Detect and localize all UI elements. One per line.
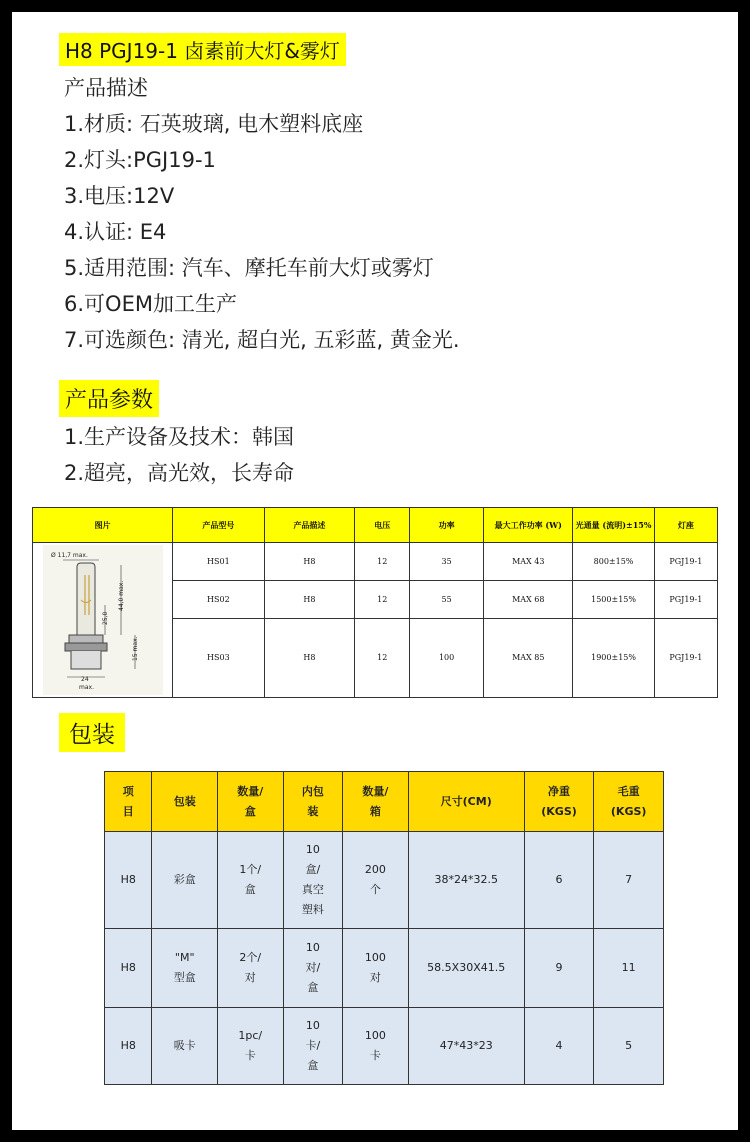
packing-row — [105, 929, 664, 1008]
spec-cell-maxpower: MAX 43 — [484, 543, 573, 581]
description-item: 5.适用范围: 汽车、摩托车前大灯或雾灯 — [64, 256, 434, 280]
spec-cell-voltage: 12 — [355, 543, 410, 581]
spec-cell-power: 35 — [410, 543, 484, 581]
spec-header-cell: 产品型号 — [173, 508, 264, 543]
spec-cell-desc: H8 — [264, 543, 355, 581]
packing-cell-size: 58.5X30X41.5 — [408, 929, 524, 1008]
spec-header-cell: 图片 — [33, 508, 173, 543]
spec-cell-maxpower: MAX 85 — [484, 618, 573, 697]
spec-header-cell: 功率 — [410, 508, 484, 543]
spec-header-cell: 灯座 — [654, 508, 717, 543]
spec-cell-power: 100 — [410, 618, 484, 697]
spec-table — [32, 507, 718, 698]
packing-header-cell: 净重 (KGS) — [524, 772, 594, 832]
packing-cell-item: H8 — [105, 832, 152, 929]
spec-header-cell: 最大工作功率 (W) — [484, 508, 573, 543]
packing-cell-pack: "M" 型盒 — [152, 929, 218, 1008]
packing-cell-inner: 10 卡/ 盒 — [283, 1008, 343, 1085]
spec-cell-maxpower: MAX 68 — [484, 580, 573, 618]
packing-cell-inner: 10 对/ 盒 — [283, 929, 343, 1008]
spec-cell-lumen: 1900±15% — [573, 618, 654, 697]
packing-cell-inner: 10 盒/ 真空 塑料 — [283, 832, 343, 929]
spec-row — [33, 543, 718, 581]
packing-row — [105, 1008, 664, 1085]
product-title: H8 PGJ19-1 卤素前大灯&雾灯 — [59, 33, 346, 66]
spec-cell-lumen: 1500±15% — [573, 580, 654, 618]
spec-cell-lumen: 800±15% — [573, 543, 654, 581]
drawing-label-25: 25,0 — [101, 611, 109, 625]
spec-cell-model: HS01 — [173, 543, 264, 581]
packing-cell-item: H8 — [105, 929, 152, 1008]
product-page — [12, 12, 738, 1130]
spec-cell-base: PGJ19-1 — [654, 543, 717, 581]
packing-header-row — [105, 772, 664, 832]
drawing-label-15: 15 max. — [131, 636, 139, 661]
packing-cell-pack: 彩盒 — [152, 832, 218, 929]
spec-header-cell: 电压 — [355, 508, 410, 543]
packing-cell-net: 6 — [524, 832, 594, 929]
params-item: 2.超亮，高光效，长寿命 — [64, 461, 295, 485]
packing-cell-net: 9 — [524, 929, 594, 1008]
drawing-label-diameter: Ø 11,7 max. — [50, 552, 88, 559]
packing-cell-net: 4 — [524, 1008, 594, 1085]
packing-cell-gross: 5 — [594, 1008, 664, 1085]
spec-header-cell: 产品描述 — [264, 508, 355, 543]
spec-cell-model: HS03 — [173, 618, 264, 697]
packing-cell-qty-box: 1pc/ 卡 — [218, 1008, 284, 1085]
spec-cell-voltage: 12 — [355, 618, 410, 697]
spec-cell-desc: H8 — [264, 618, 355, 697]
packing-cell-gross: 7 — [594, 832, 664, 929]
params-heading: 产品参数 — [59, 380, 159, 417]
drawing-label-44: 44,0 max. — [117, 580, 125, 611]
spec-cell-desc: H8 — [264, 580, 355, 618]
bulb-drawing-cell — [33, 543, 173, 698]
packing-cell-pack: 吸卡 — [152, 1008, 218, 1085]
drawing-label-24-max: max. — [78, 684, 94, 691]
description-item: 7.可选颜色: 清光, 超白光, 五彩蓝, 黄金光. — [64, 328, 460, 352]
drawing-label-24: 24 — [80, 676, 89, 683]
description-item: 3.电压:12V — [64, 184, 175, 208]
packing-header-cell: 包装 — [152, 772, 218, 832]
packing-cell-size: 38*24*32.5 — [408, 832, 524, 929]
packing-header-cell: 毛重 (KGS) — [594, 772, 664, 832]
packing-cell-qty-box: 1个/ 盒 — [218, 832, 284, 929]
spec-cell-model: HS02 — [173, 580, 264, 618]
packing-cell-gross: 11 — [594, 929, 664, 1008]
packing-cell-size: 47*43*23 — [408, 1008, 524, 1085]
description-item: 2.灯头:PGJ19-1 — [64, 148, 216, 172]
description-heading: 产品描述 — [64, 76, 148, 100]
description-item: 1.材质: 石英玻璃, 电木塑料底座 — [64, 112, 364, 136]
description-item: 6.可OEM加工生产 — [64, 292, 237, 316]
packing-cell-qty-carton: 100 卡 — [343, 1008, 409, 1085]
packing-header-cell: 尺寸(CM) — [408, 772, 524, 832]
params-item: 1.生产设备及技术：韩国 — [64, 425, 295, 449]
spec-cell-base: PGJ19-1 — [654, 580, 717, 618]
packing-heading: 包装 — [59, 713, 125, 752]
spec-header-row — [33, 508, 718, 543]
spec-cell-base: PGJ19-1 — [654, 618, 717, 697]
description-item: 4.认证: E4 — [64, 220, 167, 244]
spec-cell-power: 55 — [410, 580, 484, 618]
packing-row — [105, 832, 664, 929]
spec-header-cell: 光通量 (流明)±15% — [573, 508, 654, 543]
packing-header-cell: 数量/ 盒 — [218, 772, 284, 832]
bulb-dimension-drawing-icon — [43, 545, 163, 695]
packing-table — [104, 771, 664, 1085]
spec-cell-voltage: 12 — [355, 580, 410, 618]
packing-header-cell: 数量/ 箱 — [343, 772, 409, 832]
packing-header-cell: 内包 装 — [283, 772, 343, 832]
packing-cell-item: H8 — [105, 1008, 152, 1085]
packing-header-cell: 项 目 — [105, 772, 152, 832]
packing-cell-qty-carton: 200 个 — [343, 832, 409, 929]
packing-cell-qty-carton: 100 对 — [343, 929, 409, 1008]
packing-cell-qty-box: 2个/ 对 — [218, 929, 284, 1008]
